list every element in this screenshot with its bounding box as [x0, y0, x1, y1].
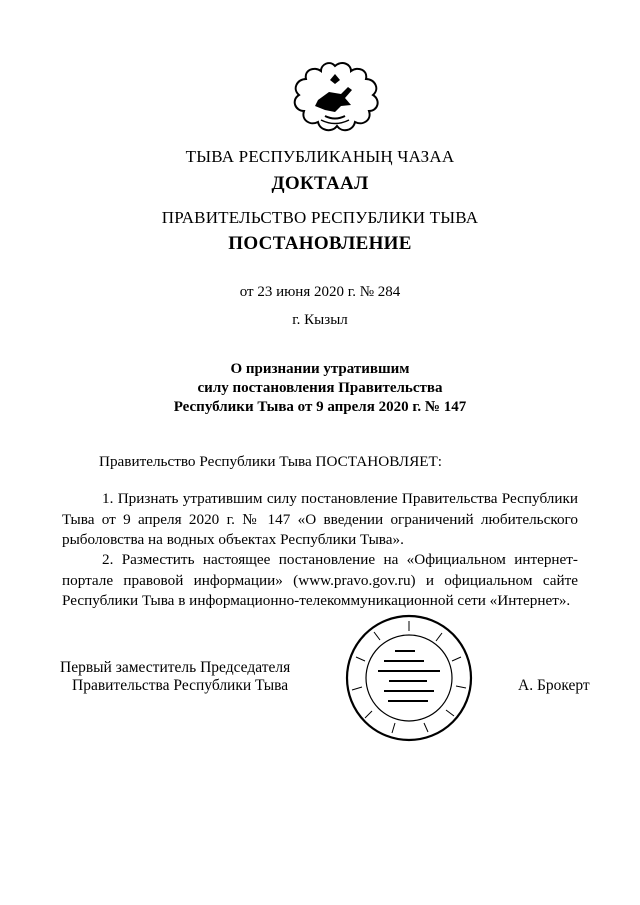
header-republic-name-tuvan: ТЫВА РЕСПУБЛИКАНЫҢ ЧАЗАА — [185, 147, 455, 166]
header-decree-tuvan: ДОКТААЛ — [271, 173, 369, 194]
body-item-1: 1. Признать утратившим силу постановление Правительства Республики Тыва от 9 апреля 2020 г. № 147 «О введении ограничений любительского рыболовства на водных объектах Республики Тыва». — [62, 490, 578, 548]
header-government-name: ПРАВИТЕЛЬСТВО РЕСПУБЛИКИ ТЫВА — [161, 208, 479, 227]
signature-name: А. Брокерт — [518, 677, 590, 694]
official-seal-stamp — [343, 612, 475, 744]
body-lead: Правительство Республики Тыва ПОСТАНОВЛЯЕТ: — [99, 453, 442, 470]
signature-position-line-1: Первый заместитель Председателя — [60, 659, 291, 676]
signature-position-line-2: Правительства Республики Тыва — [72, 677, 289, 694]
coat-of-arms-emblem — [285, 60, 385, 140]
document-title — [0, 360, 640, 417]
body-item-2: 2. Разместить настоящее постановление на «Официальном интернет-портале правовой информации» (www.pravo.gov.ru) и официальном сайте Республики Тыва в информационно-телекоммуникационной сети «Интернет». — [62, 551, 578, 609]
decree-city: г. Кызыл — [292, 312, 348, 328]
title-line-2: силу постановления Правительства — [197, 380, 443, 396]
title-line-1: О признании утратившим — [230, 361, 410, 377]
header-decree-title: ПОСТАНОВЛЕНИЕ — [228, 233, 412, 254]
title-line-3: Республики Тыва от 9 апреля 2020 г. № 147 — [173, 399, 467, 415]
decree-date-number: от 23 июня 2020 г. № 284 — [239, 284, 401, 300]
